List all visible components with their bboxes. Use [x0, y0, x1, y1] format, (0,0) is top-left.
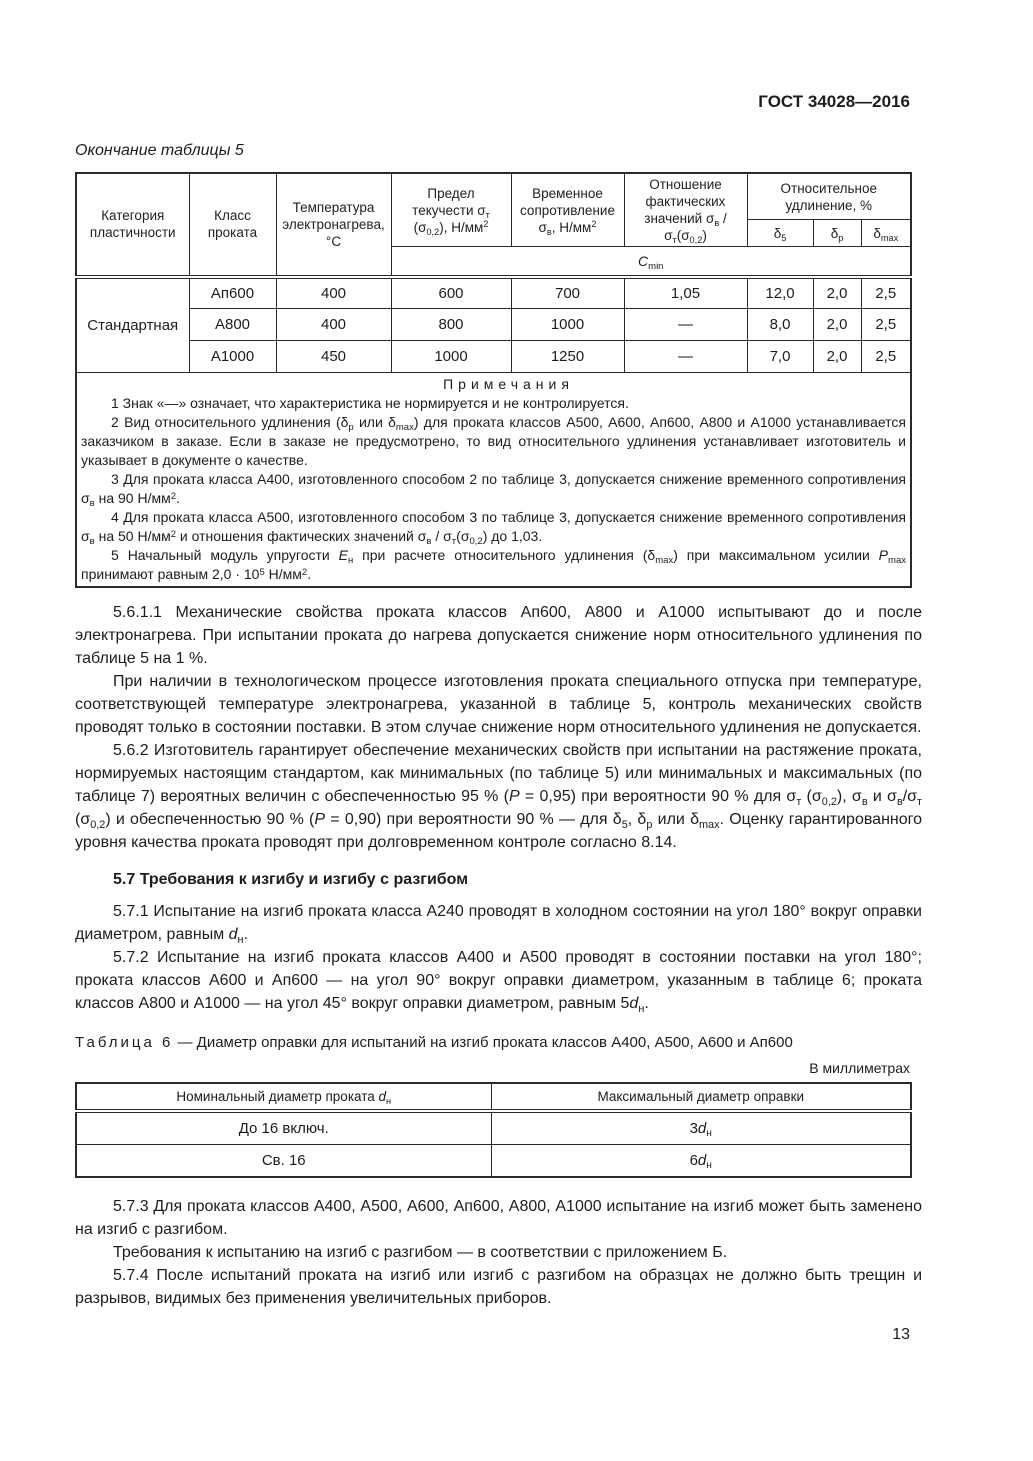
t5-col-yield: Предел текучести $\sigma_т$ $(\sigma_{0,2})$, $Н/мм^2$	[391, 173, 511, 247]
t5-notes	[76, 373, 911, 588]
t5-cell-temperature: 400	[276, 277, 391, 309]
doc-number: ГОСТ 34028—2016	[758, 92, 910, 111]
t5-cell-yield: 600	[391, 277, 511, 309]
t5-col-temperature: Температура электронагрева, °С	[276, 173, 391, 277]
page-number: 13	[892, 1326, 910, 1343]
t5-cell-tensile: 700	[511, 277, 624, 309]
t5-cell-dp: 2,0	[813, 277, 861, 309]
table5	[75, 172, 912, 588]
t5-cell-class: Ап600	[189, 277, 276, 309]
t5-cell-dmax: 2,5	[861, 277, 911, 309]
t5-col-delta5: $\delta_5$	[747, 220, 813, 247]
table6	[75, 1082, 912, 1178]
t5-col-deltamax: $\delta_{max}$	[861, 220, 911, 247]
t5-cell-d5: 8,0	[747, 309, 813, 341]
t5-col-tensile: Временное сопротивление $\sigma_в$, $Н/мм^2$	[511, 173, 624, 247]
t5-cell-yield: 1000	[391, 341, 511, 373]
table6-caption-label: Таблица 6	[75, 1034, 174, 1051]
t5-cell-dp: 2,0	[813, 341, 861, 373]
para-5-6-1-1: 5.6.1.1 Механические свойства проката классов Ап600, А800 и А1000 испытывают до и после электронагрева. При испытании проката до нагрева допускается снижение норм относительного удлинения по таблице 5 на 1 %.	[75, 604, 922, 667]
para-5-7-1: 5.7.1 Испытание на изгиб проката класса А240 проводят в холодном состоянии на угол 180° вокруг оправки диаметром, равным $d_н$.	[75, 903, 922, 946]
t5-cell-temperature: 450	[276, 341, 391, 373]
note-2: 2 Вид относительного удлинения ($\delta_р$ или $\delta_{max}$) для проката классов А500, А600, Ап600, А800 и А1000 устанавливается заказчиком в заказе. Если в заказе не предусмотрено, то вид относительного удлинения устанавливает изготовитель и указывает в документе о качестве.	[81, 414, 907, 468]
table5-data-row-2	[76, 309, 911, 341]
t5-cell-d5: 12,0	[747, 277, 813, 309]
para-5-7-3-cont: Требования к испытанию на изгиб с разгибом — в соответствии с приложением Б.	[113, 1244, 728, 1261]
t6-col-mandrel-diameter: Максимальный диаметр оправки	[491, 1083, 911, 1111]
t5-cell-dmax: 2,5	[861, 309, 911, 341]
table6-units: В миллиметрах	[809, 1060, 910, 1076]
note-4: 4 Для проката класса А500, изготовленного способом 3 по таблице 3, допускается снижение временного сопротивления $\sigma_в$ на 50 $Н/мм^2$ и отношения фактических значений $\sigma_в / \sigma_т(\sigma_{0,2})$ до 1,03.	[81, 509, 907, 548]
t5-cell-dmax: 2,5	[861, 341, 911, 373]
t5-col-deltap: $\delta_р$	[813, 220, 861, 247]
table6-data-row-2	[76, 1144, 911, 1177]
t5-col-elongation: Относительное удлинение, %	[747, 173, 911, 220]
note-5: 5 Начальный модуль упругости $E_н$ при расчете относительного удлинения $(\delta_{max})$ при максимальном усилии $P_{max}$ принимают равным $2,0 \cdot 10^5$ $Н/мм^2$.	[81, 547, 906, 582]
table6-caption	[75, 1033, 922, 1052]
t6-col-nominal-diameter: Номинальный диаметр проката $d_н$	[76, 1083, 491, 1111]
para-5-7-3: 5.7.3 Для проката классов А400, А500, А600, Ап600, А800, А1000 испытание на изгиб может быть заменено на изгиб с разгибом.	[75, 1198, 922, 1238]
t5-col-class: Класс проката	[189, 173, 276, 277]
table6-caption-title: — Диаметр оправки для испытаний на изгиб проката классов А400, А500, А600 и Ап600	[177, 1034, 793, 1051]
table5-data-row-3	[76, 341, 911, 373]
t6-cell-nominal: До 16 включ.	[76, 1111, 491, 1144]
t5-cell-ratio: 1,05	[624, 277, 747, 309]
t5-cmin-cell: $C_{min}$	[391, 247, 911, 277]
t6-cell-mandrel: $6d_н$	[491, 1144, 911, 1177]
t5-cell-d5: 7,0	[747, 341, 813, 373]
t5-cell-ratio: —	[624, 309, 747, 341]
table6-header-row	[76, 1083, 911, 1111]
t5-cell-tensile: 1250	[511, 341, 624, 373]
table5-data-row-1	[76, 277, 911, 309]
note-3: 3 Для проката класса А400, изготовленного способом 2 по таблице 3, допускается снижение временного сопротивления $\sigma_в$ на 90 $Н/мм^2$.	[81, 471, 907, 510]
para-5-6-2: 5.6.2 Изготовитель гарантирует обеспечение механических свойств при испытании на растяжение проката, нормируемых настоящим стандартом, как минимальных (по таблице 5) или минимальных и максимальных (по таблице 7) вероятных величин с обеспеченностью 95 % (P = 0,95) при вероятности 90 % для $\sigma_т$ $(\sigma_{0,2})$, $\sigma_в$ и $\sigma_в/\sigma_т$ $(\sigma_{0,2})$ и обеспеченностью 90 % (P = 0,90) при вероятности 90 % — для $\delta_5$, $\delta_р$ или $\delta_{max}$. Оценку гарантированного уровня качества проката проводят при долговременном контроле согласно 8.14.	[75, 742, 923, 851]
t5-cell-yield: 800	[391, 309, 511, 341]
t5-cell-ratio: —	[624, 341, 747, 373]
t5-col-ratio: Отношение фактических значений $\sigma_в / \sigma_т(\sigma_{0,2})$	[624, 173, 747, 247]
table5-continuation-caption: Окончание таблицы 5	[75, 142, 244, 159]
table6-data-row-1	[76, 1111, 911, 1144]
t5-cell-category: Стандартная	[76, 277, 189, 373]
para-5-7-2: 5.7.2 Испытание на изгиб проката классов А400 и А500 проводят в состоянии поставки на угол 180°; проката классов А600 и Ап600 — на угол 90° вокруг оправки диаметром, указанным в таблице 6; проката классов А800 и А1000 — на угол 45° вокруг оправки диаметром, равным $5d_н$.	[75, 949, 922, 1015]
t5-cell-tensile: 1000	[511, 309, 624, 341]
para-5-6-1-1-cont: При наличии в технологическом процессе изготовления проката специального отпуска при температуре, соответствующей температуре электронагрева, указанной в таблице 5, контроль механических свойств проводят только в состоянии поставки. В этом случае снижение норм относительного удлинения не допускается.	[75, 673, 922, 736]
t6-cell-mandrel: $3d_н$	[491, 1111, 911, 1144]
t5-cell-class: А1000	[189, 341, 276, 373]
t5-cell-temperature: 400	[276, 309, 391, 341]
para-5-7-4: 5.7.4 После испытаний проката на изгиб или изгиб с разгибом на образцах не должно быть трещин и разрывов, видимых без применения увеличительных приборов.	[75, 1267, 922, 1307]
notes-title: Примечания	[443, 376, 574, 392]
t5-cell-dp: 2,0	[813, 309, 861, 341]
table5-header-row-1	[76, 173, 911, 220]
t6-cell-nominal: Св. 16	[76, 1144, 491, 1177]
note-1: 1 Знак «—» означает, что характеристика не нормируется и не контролируется.	[111, 395, 629, 411]
table5-notes-row	[76, 373, 911, 588]
heading-5-7: 5.7 Требования к изгибу и изгибу с разгибом	[113, 871, 469, 888]
t5-cell-class: А800	[189, 309, 276, 341]
t5-col-category: Категория пластичности	[76, 173, 189, 277]
